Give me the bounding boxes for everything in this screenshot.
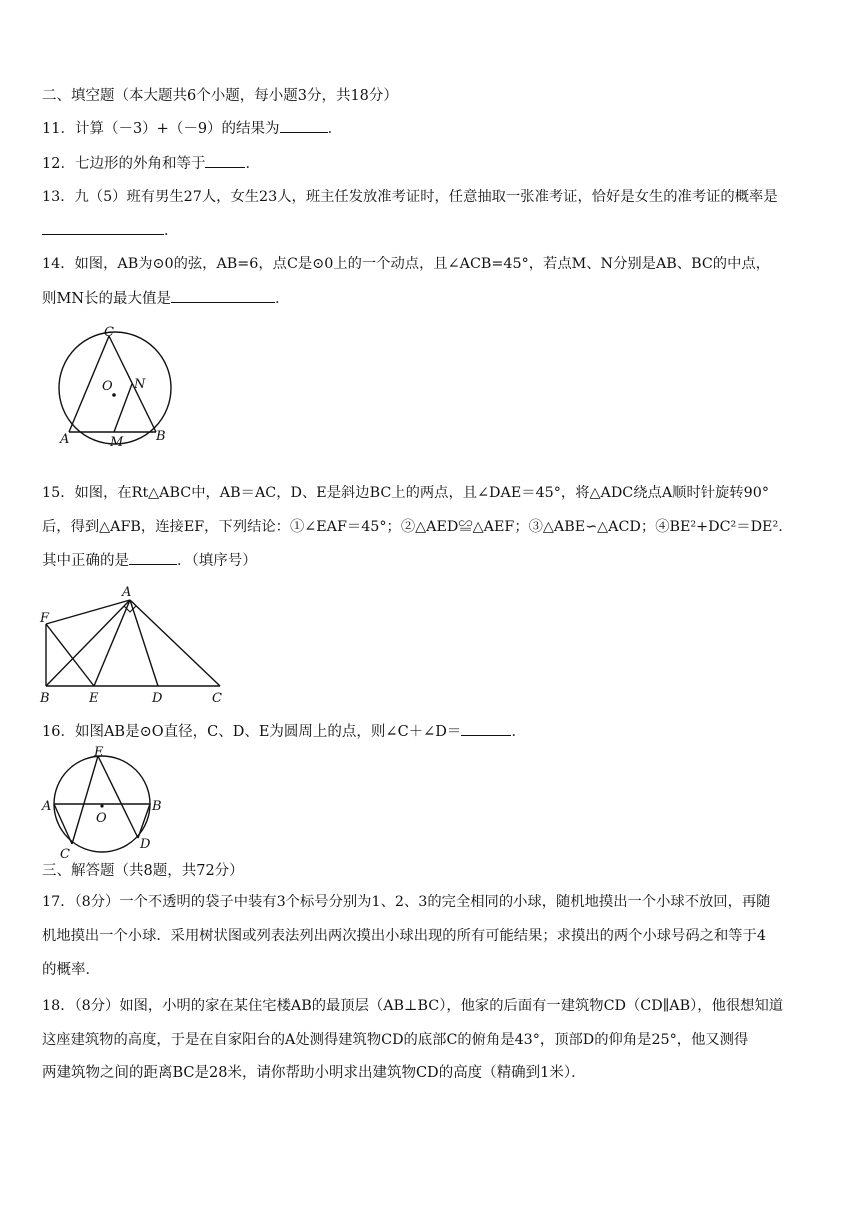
question-12-end: ． xyxy=(245,156,260,172)
question-12-text: 12．七边形的外角和等于 xyxy=(42,156,206,172)
question-13-line-2 xyxy=(42,220,179,241)
segment-ce xyxy=(72,756,98,844)
question-15-line-2: 后，得到△AFB，连接EF，下列结论：①∠EAF＝45°；②△AED≌△AEF；③△ABE∽△ACD；④BE²+DC²＝DE². xyxy=(42,519,783,535)
label-n: N xyxy=(134,377,146,392)
triangle-figure-15 xyxy=(38,582,228,706)
label-e: E xyxy=(89,691,99,706)
question-14-text: 则MN长的最大值是 xyxy=(42,291,172,307)
label-o: O xyxy=(102,379,113,394)
label-b: B xyxy=(156,429,166,444)
answer-blank-14[interactable] xyxy=(171,288,275,303)
question-18-line-3: 两建筑物之间的距离BC是28米，请你帮助小明求出建筑物CD的高度（精确到1米）． xyxy=(42,1065,586,1081)
question-11-end: ． xyxy=(327,121,343,137)
question-15-line-3 xyxy=(42,550,257,571)
answer-blank-13[interactable] xyxy=(42,220,164,235)
answer-blank-15[interactable] xyxy=(129,550,177,565)
question-11-text: 11．计算（－3）+（－9）的结果为 xyxy=(42,121,280,137)
question-17-line-1: 17．（8分）一个不透明的袋子中装有3个标号分别为1、2、3的完全相同的小球，随机地摸出一个小球不放回，再随 xyxy=(42,894,771,910)
label-d: D xyxy=(140,837,151,852)
segment-mn xyxy=(114,384,132,432)
label-a: A xyxy=(42,799,52,814)
answer-blank-11[interactable] xyxy=(280,118,328,133)
question-13-end: ． xyxy=(164,223,179,239)
label-d: D xyxy=(152,691,163,706)
question-14-end: ． xyxy=(275,291,290,307)
section-3-title: 三、解答题（共8题，共72分） xyxy=(42,863,244,879)
question-18-line-1: 18．（8分）如图，小明的家在某住宅楼AB的最顶层（AB⊥BC），他家的后面有一建筑物CD（CD∥AB），他很想知道 xyxy=(42,998,784,1014)
segment-ae xyxy=(94,600,130,686)
question-16 xyxy=(42,721,526,742)
question-13-line-1: 13．九（5）班有男生27人，女生23人，班主任发放准考证时，任意抽取一张准考证，恰好是女生的准考证的概率是 xyxy=(42,189,778,205)
label-c: C xyxy=(60,847,70,862)
label-a: A xyxy=(60,432,70,447)
question-15-end: ．（填序号） xyxy=(177,553,257,569)
label-o: O xyxy=(96,811,107,826)
segment-ac xyxy=(54,804,72,844)
answer-blank-12[interactable] xyxy=(205,153,245,168)
circle-figure-14 xyxy=(52,322,180,450)
section-2-title: 二、填空题（本大题共6个小题，每小题3分，共18分） xyxy=(42,88,398,104)
label-b: B xyxy=(40,691,50,706)
question-11 xyxy=(42,118,342,139)
segment-db xyxy=(138,804,150,838)
label-c: C xyxy=(212,691,222,706)
question-17-line-3: 的概率． xyxy=(42,962,100,978)
segment-ab xyxy=(46,600,130,686)
question-15-text: 其中正确的是 xyxy=(42,553,129,569)
segment-bc xyxy=(109,336,156,432)
question-12 xyxy=(42,153,260,174)
question-14-line-1: 14．如图，AB为⊙0的弦，AB=6，点C是⊙0上的一个动点，且∠ACB=45°，若点M、N分别是AB、BC的中点， xyxy=(42,256,770,272)
label-b: B xyxy=(152,799,162,814)
question-17-line-2: 机地摸出一个小球．采用树状图或列表法列出两次摸出小球出现的所有可能结果；求摸出的两个小球号码之和等于4 xyxy=(42,928,766,944)
question-16-text: 16．如图AB是⊙O直径，C、D、E为圆周上的点，则∠C＋∠D＝ xyxy=(42,724,462,740)
label-e: E xyxy=(94,745,104,760)
label-c: C xyxy=(104,325,114,340)
answer-blank-16[interactable] xyxy=(461,721,511,736)
label-f: F xyxy=(40,611,50,626)
center-point xyxy=(100,804,103,807)
question-15-line-1: 15．如图，在Rt△ABC中，AB＝AC，D、E是斜边BC上的两点，且∠DAE＝45°，将△ADC绕点A顺时针旋转90° xyxy=(42,485,769,501)
question-16-end: ． xyxy=(511,724,526,740)
circle-figure-16 xyxy=(38,744,168,862)
center-point xyxy=(112,393,116,397)
label-a: A xyxy=(122,585,132,600)
question-18-line-2: 这座建筑物的高度，于是在自家阳台的A处测得建筑物CD的底部C的俯角是43°，顶部D的仰角是25°，他又测得 xyxy=(42,1032,749,1048)
label-m: M xyxy=(110,435,124,450)
question-14-line-2 xyxy=(42,288,290,309)
segment-fe xyxy=(46,624,94,686)
